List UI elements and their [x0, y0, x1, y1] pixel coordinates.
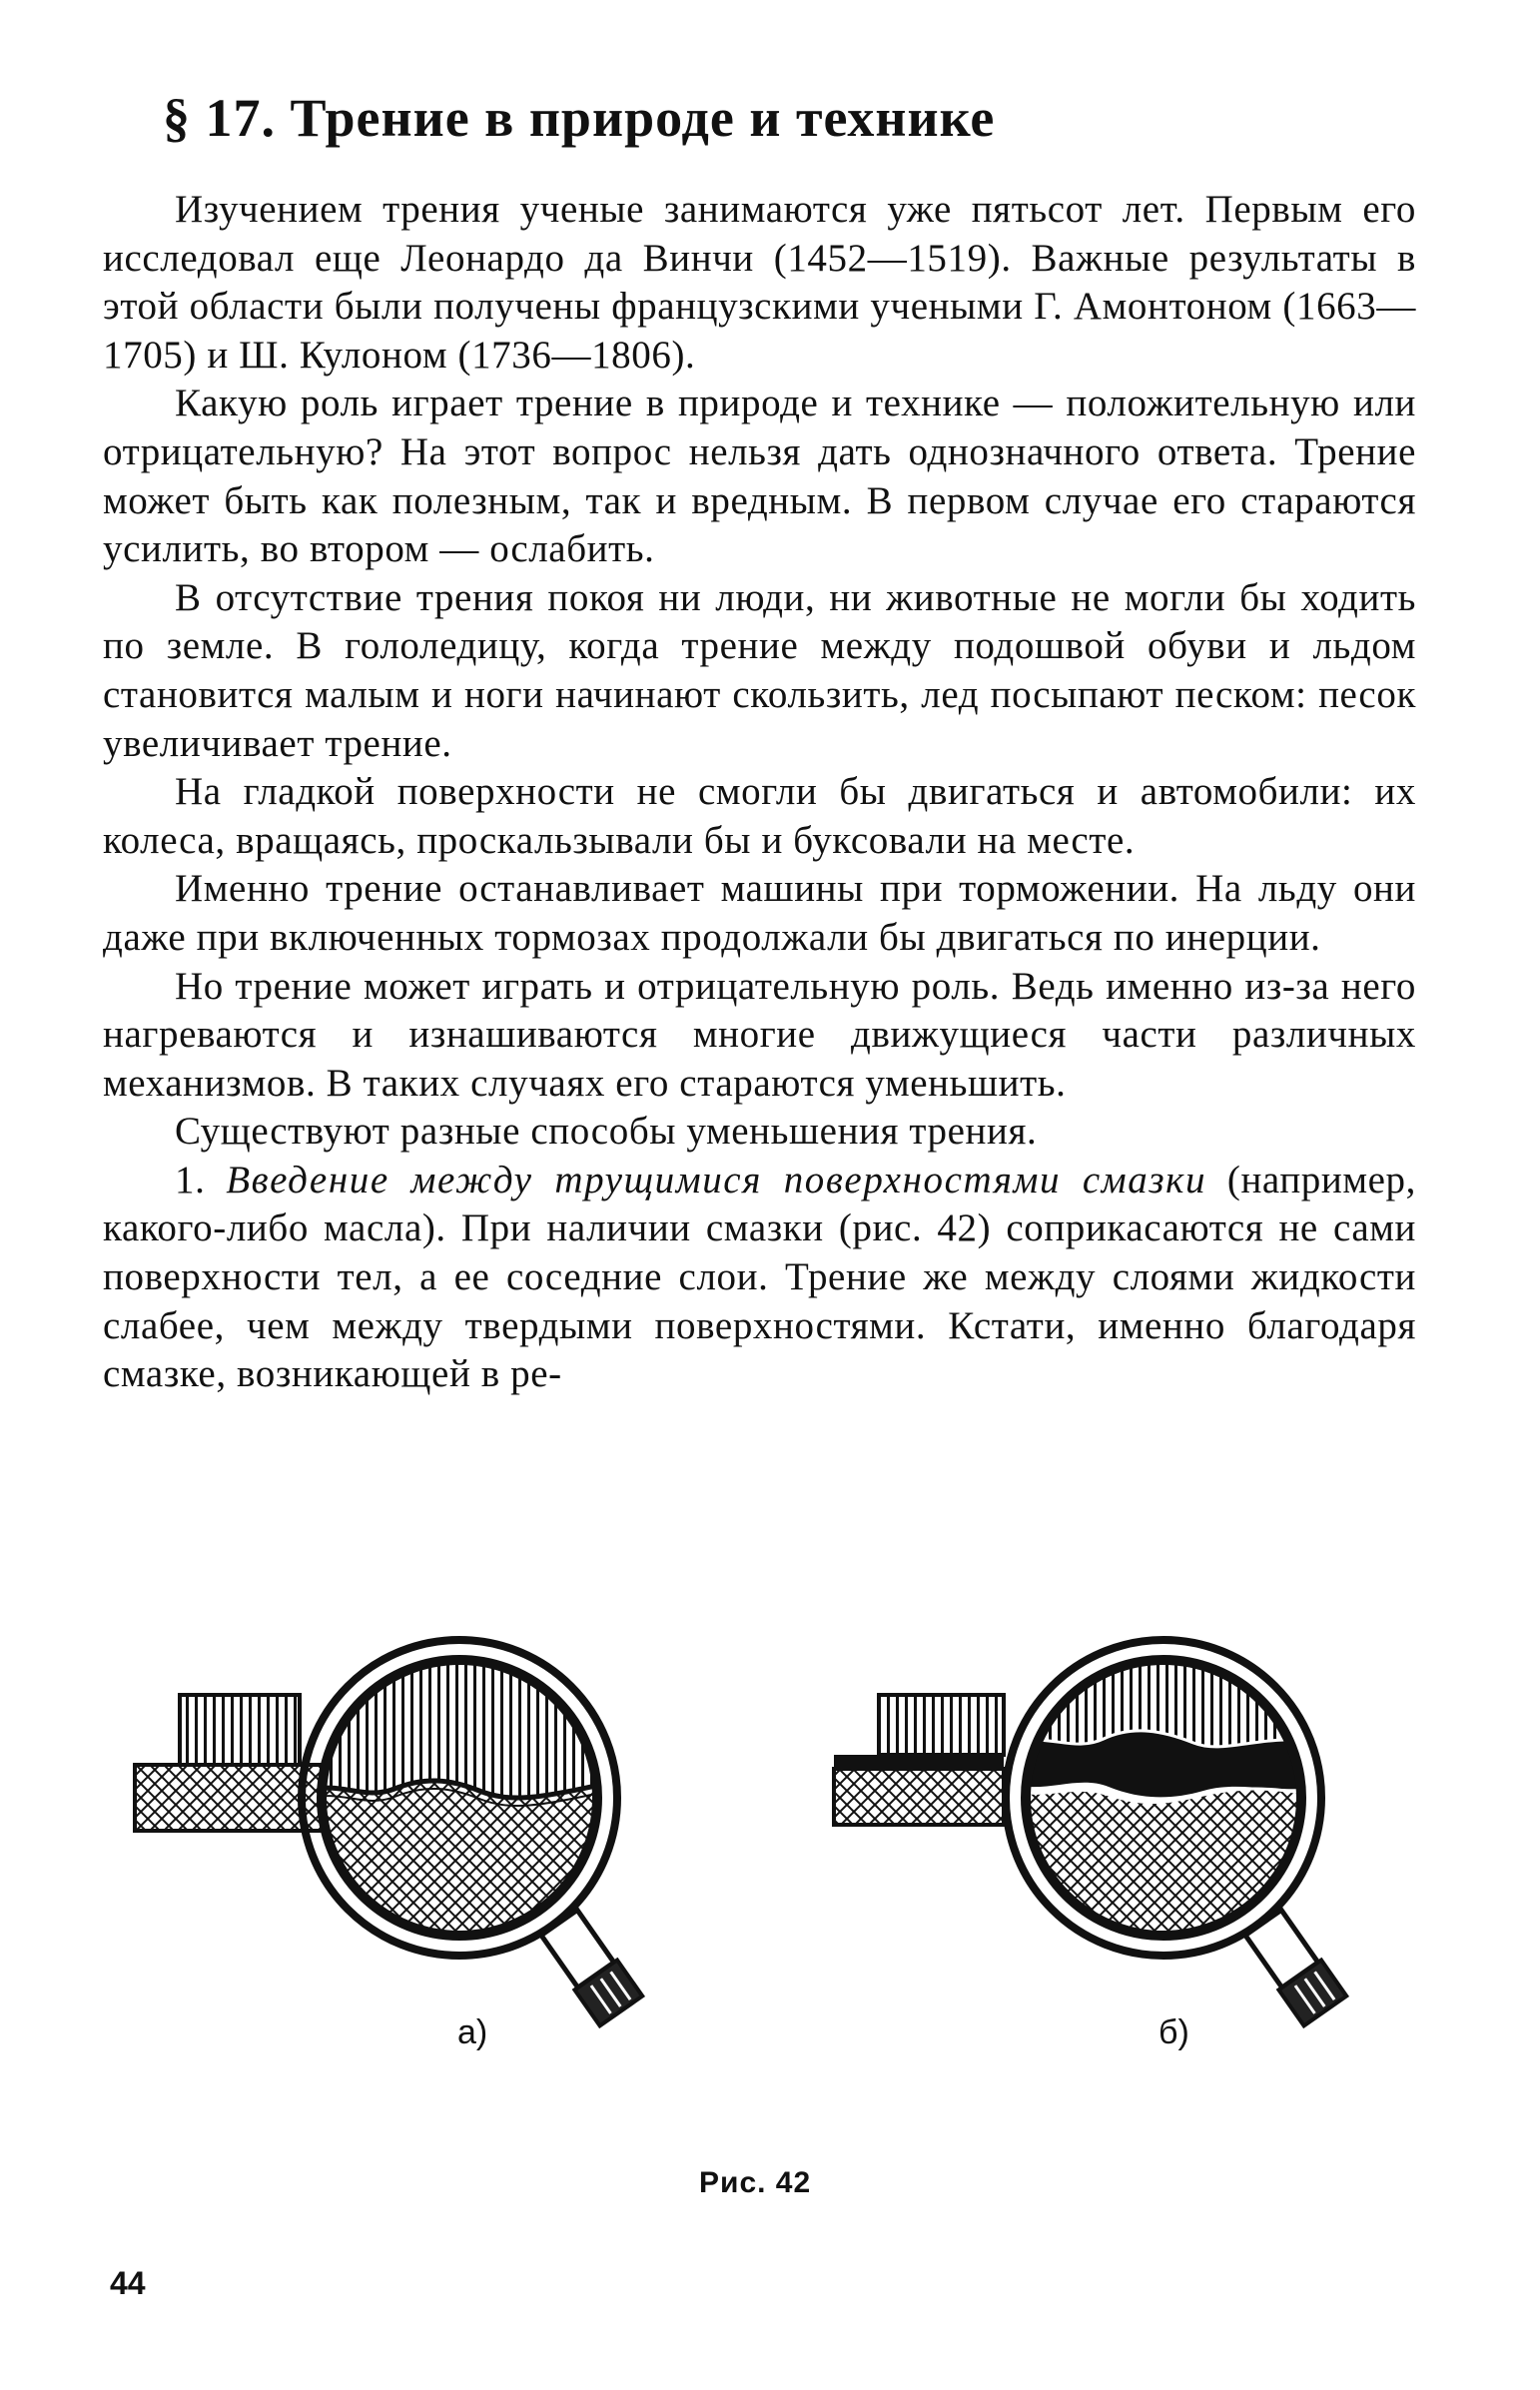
paragraph-braking: Именно трение останавливает машины при торможении. На льду они даже при включенных тормозах продолжали бы двигаться по инерции.: [103, 867, 1416, 959]
paragraph-methods: Существуют разные способы уменьшения трения.: [175, 1110, 1038, 1154]
paragraph-negative-role: Но трение может играть и отрицательную роль. Ведь именно из-за него нагреваются и изнашиваются многие движущиеся части различных механизмов. В таких случаях его стараются уменьшить.: [103, 964, 1416, 1105]
figure-caption: Рис. 42: [699, 2166, 812, 2199]
friction-illustration: [120, 1623, 1418, 2182]
magnifier-handle-a: [538, 1908, 643, 2025]
paragraph-static-friction: В отсутствие трения покоя ни люди, ни животные не могли бы ходить по земле. В гололедицу, когда трение между подошвой обуви и льдом становится малым и ноги начинают скользить, лед посыпают песком: песок увеличивает трение.: [103, 575, 1416, 765]
paragraph-cars: На гладкой поверхности не смогли бы двигаться и автомобили: их колеса, вращаясь, проскальзывали бы и буксовали на месте.: [103, 770, 1416, 862]
panel-a-drawing: [135, 1640, 642, 2025]
upper-block-b: [879, 1695, 1004, 1755]
figure-label-b: б): [1158, 2013, 1189, 2051]
list-item-lubrication: [103, 1157, 1416, 1399]
page-number: 44: [110, 2265, 146, 2301]
lubricant-layer-small-b: [834, 1755, 1004, 1769]
list-item-number: 1.: [175, 1158, 206, 1201]
upper-block-a: [180, 1695, 300, 1765]
list-item-text: (например, какого-либо масла). При наличии смазки (рис. 42) соприкасаются не сами поверхности тел, а ее соседние слои. Трение же между слоями жидкости слабее, чем между твердыми поверхностями. Кстати, именно благодаря смазке, возникающей в ре-: [103, 1158, 1417, 1396]
magnified-view-b: [1014, 1643, 1313, 1953]
body-text: [103, 186, 1416, 1399]
magnified-view-a: [310, 1643, 609, 1953]
paragraph-role: Какую роль играет трение в природе и технике — положительную или отрицательную? На этот вопрос нельзя дать однозначного ответа. Трение может быть как полезным, так и вредным. В первом случае его стараются усилить, во втором — ослабить.: [103, 382, 1416, 571]
section-heading: § 17. Трение в природе и технике: [163, 88, 996, 148]
figure-42: [120, 1623, 1418, 2182]
magnifier-handle-b: [1242, 1908, 1347, 2025]
lower-block-b: [834, 1769, 1004, 1825]
panel-b-drawing: [834, 1640, 1346, 2025]
figure-label-a: а): [457, 2013, 488, 2051]
list-item-emphasis: Введение между трущимися поверхностями смазки: [226, 1158, 1207, 1201]
paragraph-history: Изучением трения ученые занимаются уже пятьсот лет. Первым его исследовал еще Леонардо да Винчи (1452—1519). Важные результаты в этой области были получены французскими учеными Г. Амонтоном (1663—1705) и Ш. Кулоном (1736—1806).: [103, 188, 1416, 377]
